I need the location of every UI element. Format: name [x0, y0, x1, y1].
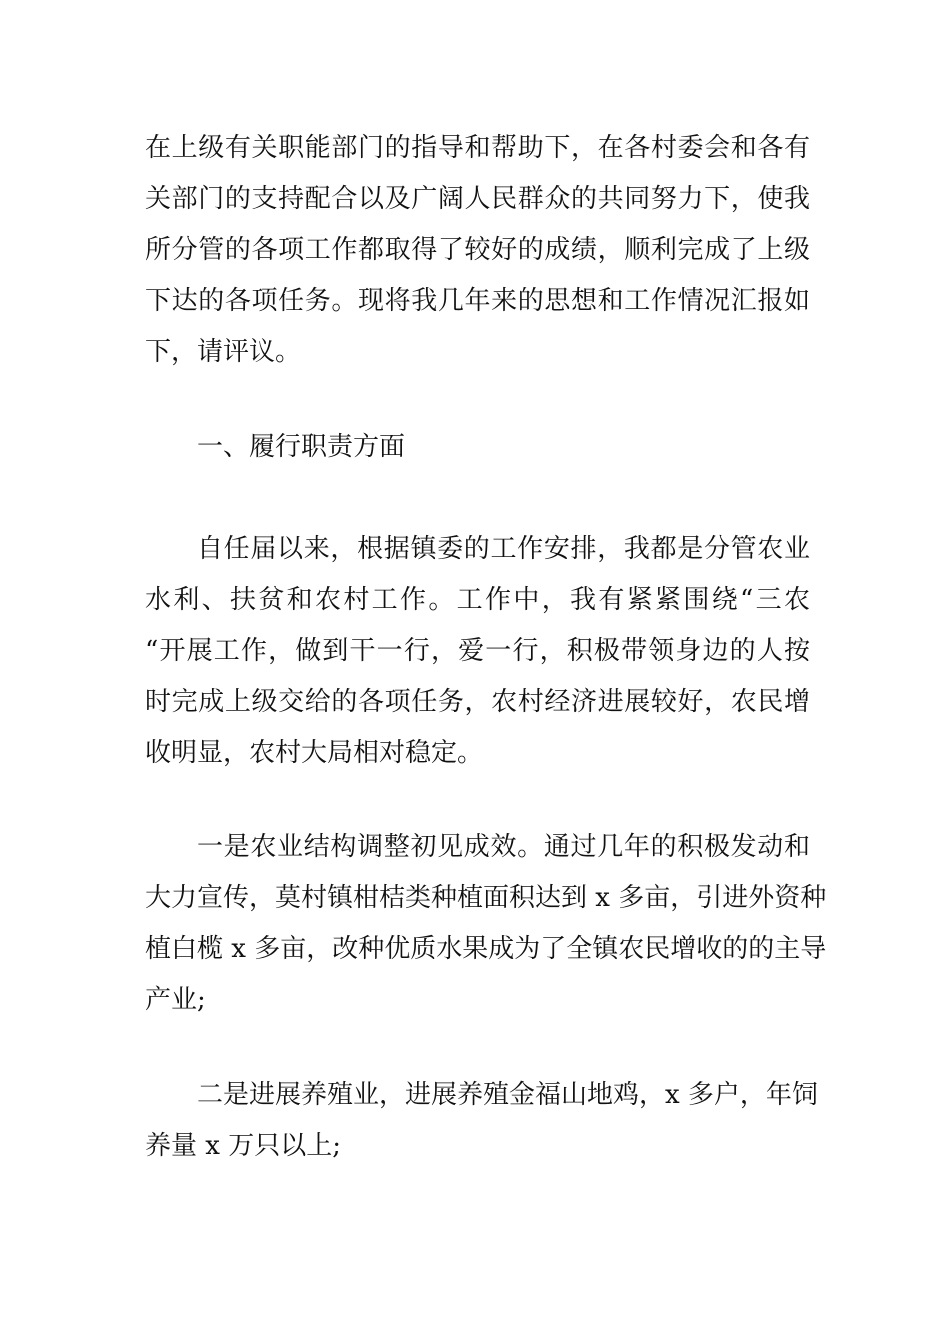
- paragraph-2-line-3: “开展工作，做到干一行，爱一行，积极带领身边的人按: [145, 636, 810, 666]
- paragraph-4-line-2: 养量 x 万只以上;: [145, 1131, 341, 1161]
- paragraph-1-line-1: 在上级有关职能部门的指导和帮助下，在各村委会和各有: [145, 133, 810, 163]
- paragraph-2-line-2: 水利、扶贫和农村工作。工作中，我有紧紧围绕“三农: [145, 585, 810, 615]
- paragraph-3-line-3: 植白榄 x 多亩，改种优质水果成为了全镇农民增收的的主导: [145, 934, 827, 964]
- paragraph-1-line-3: 所分管的各项工作都取得了较好的成绩，顺利完成了上级: [145, 235, 810, 265]
- paragraph-4-line-1: 二是进展养殖业，进展养殖金福山地鸡，x 多户，年饲: [197, 1080, 818, 1110]
- paragraph-2-line-1: 自任届以来，根据镇委的工作安排，我都是分管农业: [197, 534, 810, 564]
- section-heading: 一、履行职责方面: [197, 432, 406, 462]
- paragraph-3-line-2: 大力宣传，莫村镇柑桔类种植面积达到 x 多亩，引进外资种: [145, 883, 827, 913]
- paragraph-1-line-4: 下达的各项任务。现将我几年来的思想和工作情况汇报如: [145, 286, 810, 316]
- paragraph-1-line-2: 关部门的支持配合以及广阔人民群众的共同努力下，使我: [145, 184, 810, 214]
- paragraph-1-line-5: 下，请评议。: [145, 337, 302, 367]
- paragraph-3-line-4: 产业;: [145, 985, 206, 1015]
- paragraph-2-line-4: 时完成上级交给的各项任务，农村经济进展较好，农民增: [145, 687, 810, 717]
- paragraph-2-line-5: 收明显，农村大局相对稳定。: [145, 738, 484, 768]
- paragraph-3-line-1: 一是农业结构调整初见成效。通过几年的积极发动和: [197, 832, 810, 862]
